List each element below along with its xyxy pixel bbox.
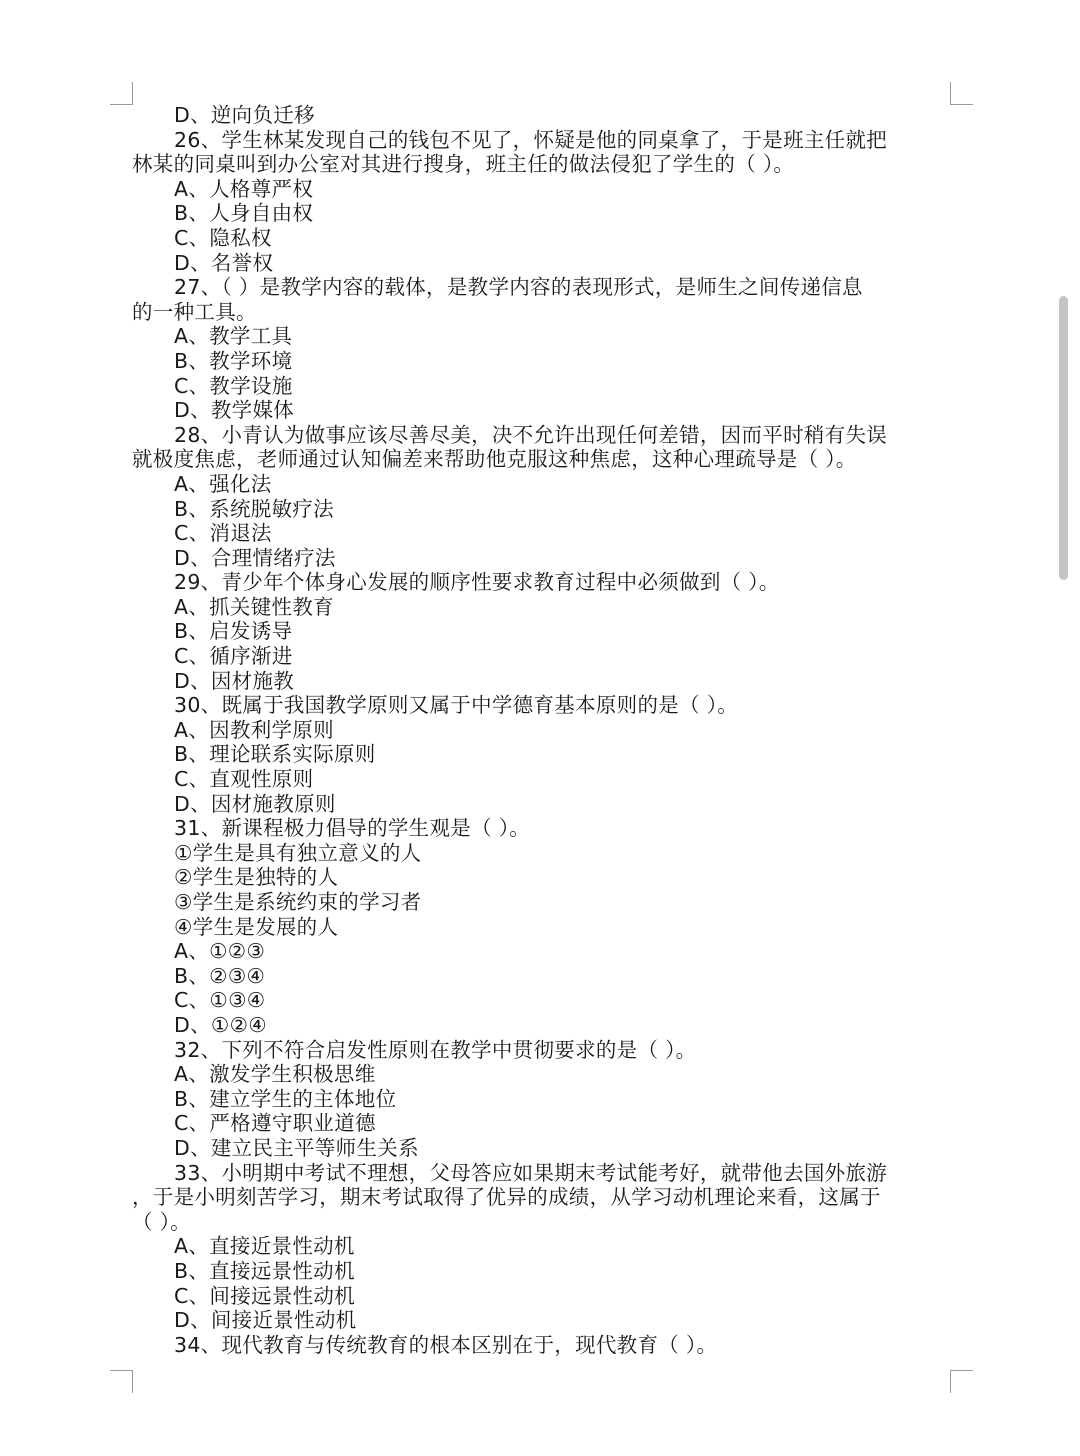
- text-line: ④学生是发展的人: [174, 914, 339, 939]
- text-line: A、直接近景性动机: [174, 1234, 355, 1259]
- text-line: 29、青少年个体身心发展的顺序性要求教育过程中必须做到（ ）。: [174, 570, 780, 595]
- text-line: C、教学设施: [174, 373, 293, 398]
- text-line: 26、学生林某发现自己的钱包不见了，怀疑是他的同桌拿了，于是班主任就把: [174, 127, 888, 152]
- crop-mark-bottom-left: [110, 1370, 133, 1393]
- text-line: D、教学媒体: [174, 398, 295, 423]
- text-line: D、因材施教原则: [174, 791, 336, 816]
- text-line: C、隐私权: [174, 225, 272, 250]
- text-line: A、因教利学原则: [174, 717, 334, 742]
- text-line: D、逆向负迁移: [174, 103, 315, 127]
- text-line: 林某的同桌叫到办公室对其进行搜身，班主任的做法侵犯了学生的（ ）。: [132, 152, 795, 177]
- text-line: D、间接近景性动机: [174, 1308, 357, 1333]
- text-line: 34、现代教育与传统教育的根本区别在于，现代教育（ ）。: [174, 1332, 718, 1357]
- text-line: 就极度焦虑，老师通过认知偏差来帮助他克服这种焦虑，这种心理疏导是（ ）。: [132, 447, 857, 472]
- crop-mark-top-left: [110, 82, 133, 105]
- text-line: D、①②④: [174, 1012, 267, 1037]
- text-line: D、名誉权: [174, 250, 274, 275]
- text-line: C、①③④: [174, 988, 266, 1013]
- crop-mark-top-right: [950, 82, 973, 105]
- text-line: D、因材施教: [174, 668, 295, 693]
- crop-mark-bottom-right: [950, 1370, 973, 1393]
- text-line: A、激发学生积极思维: [174, 1062, 376, 1087]
- text-line: 30、既属于我国教学原则又属于中学德育基本原则的是（ ）。: [174, 693, 739, 718]
- text-line: ①学生是具有独立意义的人: [174, 840, 422, 865]
- text-line: B、教学环境: [174, 348, 293, 373]
- text-line: C、严格遵守职业道德: [174, 1111, 376, 1136]
- text-line: ②学生是独特的人: [174, 865, 339, 890]
- text-line: B、建立学生的主体地位: [174, 1086, 397, 1111]
- text-line: B、人身自由权: [174, 201, 314, 226]
- text-line: （ ）。: [132, 1209, 191, 1234]
- text-line: 31、新课程极力倡导的学生观是（ ）。: [174, 816, 531, 841]
- text-line: 28、小青认为做事应该尽善尽美，决不允许出现任何差错，因而平时稍有失误: [174, 422, 888, 447]
- text-line: B、②③④: [174, 963, 266, 988]
- document-body: [132, 103, 944, 1357]
- text-line: 的一种工具。: [132, 299, 257, 324]
- text-line: C、消退法: [174, 521, 272, 546]
- text-line: A、教学工具: [174, 324, 293, 349]
- text-line: A、人格尊严权: [174, 176, 314, 201]
- text-line: C、直观性原则: [174, 767, 314, 792]
- text-line: D、合理情绪疗法: [174, 545, 336, 570]
- text-line: A、①②③: [174, 939, 266, 964]
- text-line: 27、（ ）是教学内容的载体，是教学内容的表现形式，是师生之间传递信息: [174, 275, 863, 300]
- vertical-scrollbar[interactable]: [1059, 296, 1068, 580]
- text-line: 33、小明期中考试不理想，父母答应如果期末考试能考好，就带他去国外旅游: [174, 1160, 888, 1185]
- text-line: D、建立民主平等师生关系: [174, 1135, 419, 1160]
- text-line: C、间接远景性动机: [174, 1283, 356, 1308]
- text-line: A、强化法: [174, 471, 272, 496]
- text-line: ，于是小明刻苦学习，期末考试取得了优异的成绩，从学习动机理论来看，这属于: [132, 1185, 881, 1210]
- text-line: B、理论联系实际原则: [174, 742, 376, 767]
- text-line: A、抓关键性教育: [174, 594, 334, 619]
- text-line: C、循序渐进: [174, 644, 293, 669]
- text-line: ③学生是系统约束的学习者: [174, 890, 422, 914]
- text-line: B、直接远景性动机: [174, 1258, 355, 1283]
- text-line: B、系统脱敏疗法: [174, 496, 334, 521]
- text-line: 32、下列不符合启发性原则在教学中贯彻要求的是（ ）。: [174, 1037, 697, 1062]
- text-line: B、启发诱导: [174, 619, 293, 644]
